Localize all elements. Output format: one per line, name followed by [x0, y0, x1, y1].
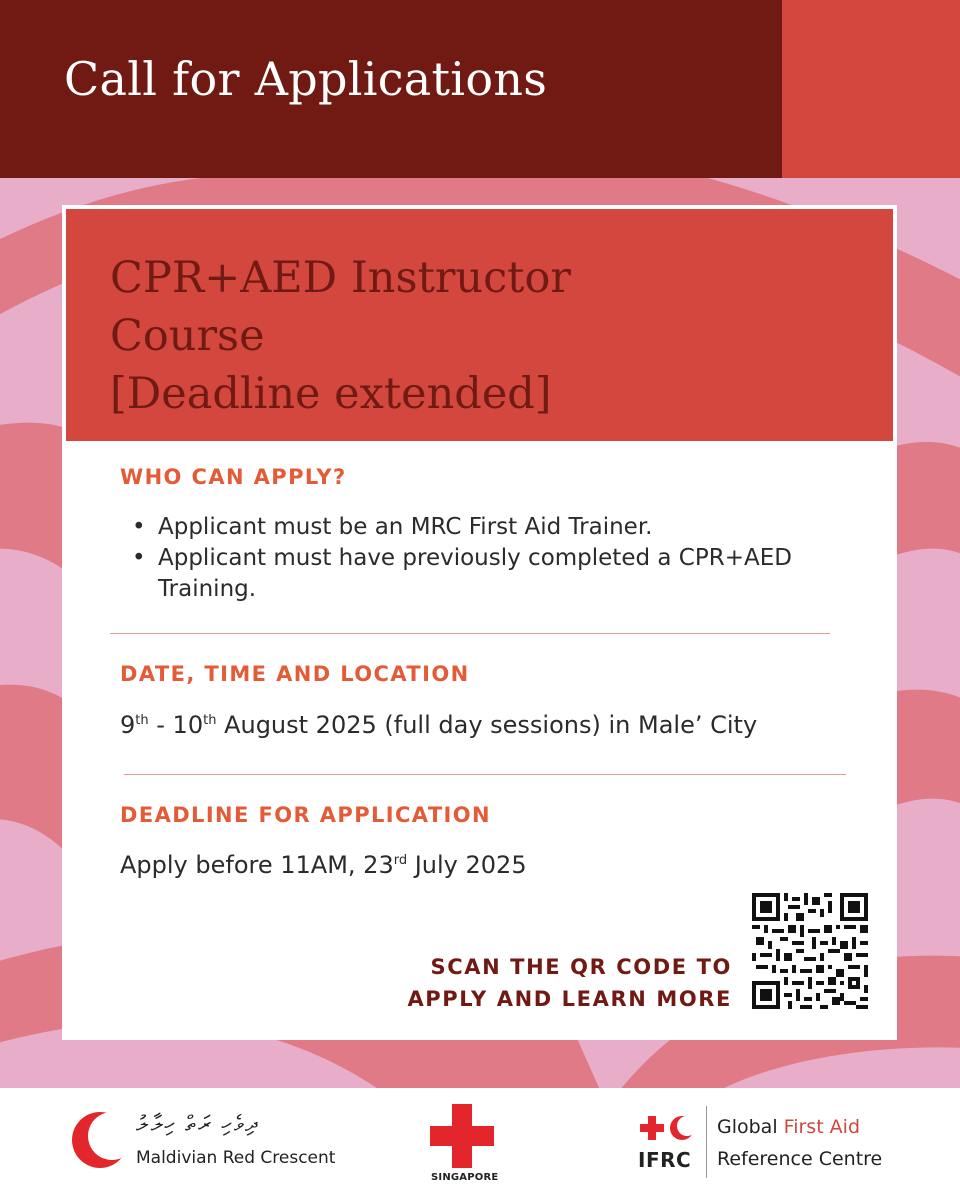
who-can-apply-heading: WHO CAN APPLY? — [120, 465, 347, 489]
deadline-heading: DEADLINE FOR APPLICATION — [120, 803, 491, 827]
deadline-prefix: Apply before 11AM, 23 — [120, 851, 394, 879]
start-day: 9 — [120, 711, 136, 739]
course-title-line-1: CPR+AED Instructor — [110, 253, 571, 303]
end-day: 10 — [172, 711, 204, 739]
qr-prompt — [312, 951, 732, 1015]
section-divider — [124, 774, 846, 775]
date-details: August 2025 (full day sessions) in Male’ City — [216, 711, 758, 739]
gfarc-word-global: Global — [717, 1116, 778, 1138]
gfarc-word-first-aid: First Aid — [783, 1116, 861, 1138]
info-card — [62, 205, 897, 1040]
qr-prompt-line-1: SCAN THE QR CODE TO — [430, 955, 732, 979]
singapore-label: SINGAPORE — [431, 1172, 499, 1183]
red-crescent-icon — [70, 1110, 130, 1170]
ifrc-label: IFRC — [638, 1148, 692, 1172]
eligibility-item: • Applicant must have previously completed a CPR+AED Training. — [132, 543, 852, 605]
start-day-suffix: th — [135, 713, 149, 728]
deadline-rest: July 2025 — [407, 851, 527, 879]
date-time-location-text — [120, 711, 757, 739]
date-separator: - — [148, 711, 173, 739]
course-title-line-2: Course — [110, 311, 265, 361]
header-banner — [0, 0, 960, 178]
red-cross-icon — [430, 1104, 494, 1168]
qr-prompt-line-2: APPLY AND LEARN MORE — [407, 987, 732, 1011]
gfarc-name-line-2: Reference Centre — [717, 1148, 883, 1170]
eligibility-item: • Applicant must be an MRC First Aid Trainer. — [132, 512, 852, 543]
logo-divider — [706, 1106, 707, 1178]
deadline-text — [120, 851, 527, 879]
course-title-panel — [66, 209, 893, 441]
course-title — [110, 249, 870, 423]
section-divider — [110, 633, 830, 634]
mrc-dhivehi-name: ދިވެހި ރަތް ހިލާލު — [136, 1112, 260, 1137]
end-day-suffix: th — [203, 713, 217, 728]
ifrc-emblem-icon — [640, 1114, 696, 1144]
qr-code[interactable] — [752, 893, 868, 1009]
page-title: Call for Applications — [64, 52, 548, 106]
date-time-location-heading: DATE, TIME AND LOCATION — [120, 662, 470, 686]
mrc-name: Maldivian Red Crescent — [136, 1148, 336, 1168]
gfarc-name-line-1 — [717, 1116, 860, 1138]
course-title-line-3: [Deadline extended] — [110, 369, 552, 419]
eligibility-list — [132, 512, 852, 605]
partner-logos-footer — [0, 1088, 960, 1200]
deadline-day-suffix: rd — [393, 853, 408, 868]
header-accent-panel — [782, 0, 960, 178]
